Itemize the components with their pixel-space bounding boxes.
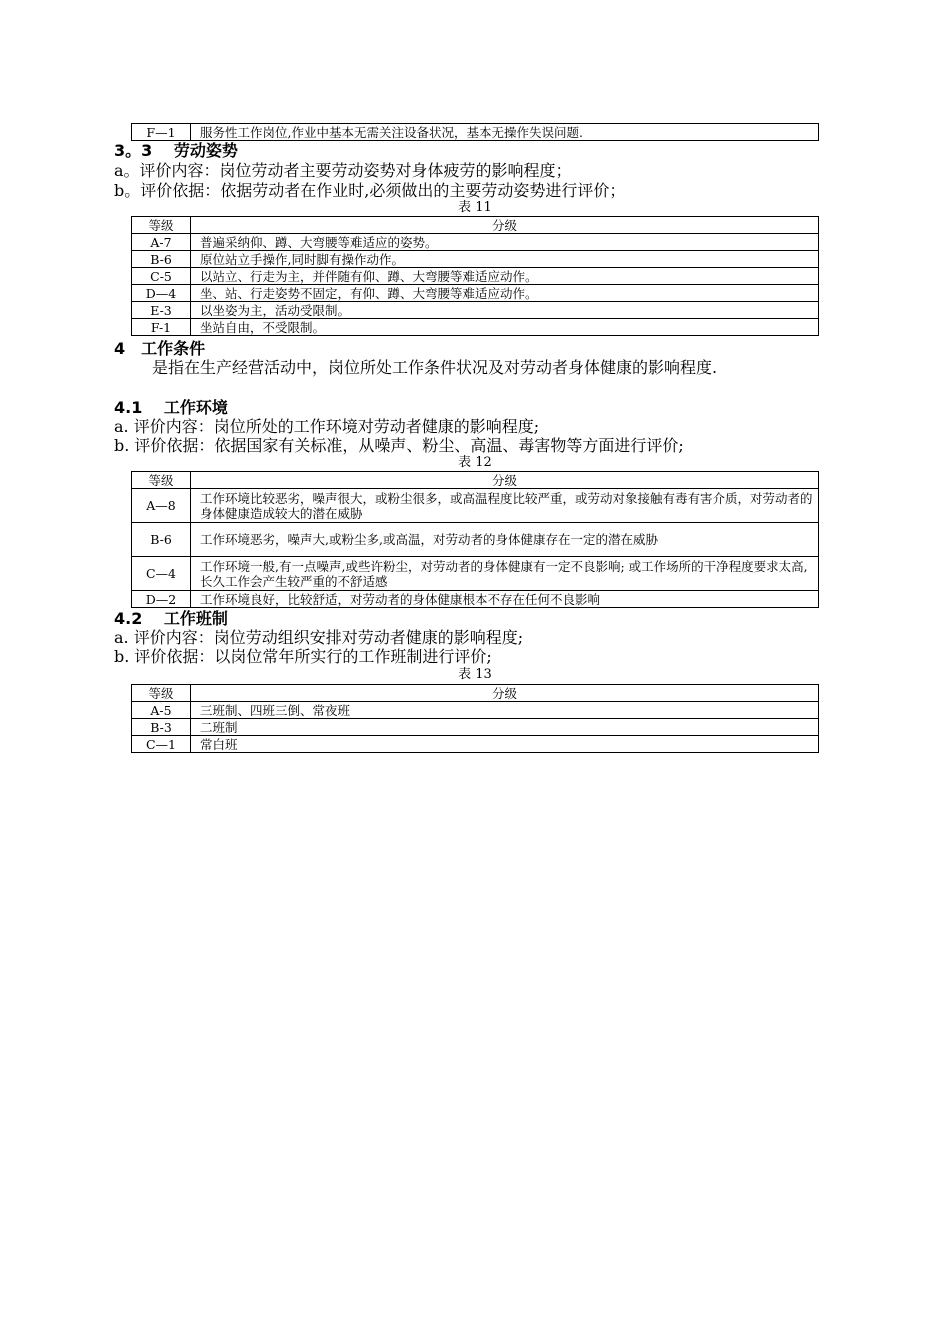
grade-cell: A-5 bbox=[132, 702, 191, 719]
table-row bbox=[132, 557, 819, 591]
desc-cell: 原位站立手操作,同时脚有操作动作。 bbox=[191, 251, 819, 268]
table-row bbox=[132, 591, 819, 608]
grade-cell: D—2 bbox=[132, 591, 191, 608]
header-level: 分级 bbox=[191, 685, 819, 702]
table-row bbox=[132, 736, 819, 753]
table-row bbox=[132, 302, 819, 319]
table-row bbox=[132, 489, 819, 523]
header-level: 分级 bbox=[191, 217, 819, 234]
desc-cell: 普遍采纳仰、蹲、大弯腰等难适应的姿势。 bbox=[191, 234, 819, 251]
table-11-caption: 表 11 bbox=[458, 200, 492, 215]
table-10-tail bbox=[131, 123, 819, 141]
table-row bbox=[132, 234, 819, 251]
section-4-1-item-b: b. 评价依据：依据国家有关标准，从噪声、粉尘、高温、毒害物等方面进行评价; bbox=[114, 436, 684, 455]
grade-cell: F—1 bbox=[132, 124, 191, 141]
grade-cell: A—8 bbox=[132, 489, 191, 523]
grade-cell: B-6 bbox=[132, 523, 191, 557]
section-4-1-heading: 4.1 工作环境 bbox=[114, 398, 228, 417]
table-row bbox=[132, 702, 819, 719]
table-12 bbox=[131, 471, 819, 608]
header-grade: 等级 bbox=[132, 217, 191, 234]
table-header-row bbox=[132, 217, 819, 234]
desc-cell: 以站立、行走为主，并伴随有仰、蹲、大弯腰等难适应动作。 bbox=[191, 268, 819, 285]
table-header-row bbox=[132, 685, 819, 702]
grade-cell: D—4 bbox=[132, 285, 191, 302]
grade-cell: C—4 bbox=[132, 557, 191, 591]
section-4-2-heading: 4.2 工作班制 bbox=[114, 609, 228, 628]
desc-cell: 工作环境比较恶劣，噪声很大，或粉尘很多，或高温程度比较严重，或劳动对象接触有毒有害介质，对劳动者的身体健康造成较大的潜在威胁 bbox=[191, 489, 819, 523]
grade-cell: C—1 bbox=[132, 736, 191, 753]
desc-cell: 以坐姿为主，活动受限制。 bbox=[191, 302, 819, 319]
desc-cell: 二班制 bbox=[191, 719, 819, 736]
section-3-3-item-b: b。评价依据：依据劳动者在作业时,必须做出的主要劳动姿势进行评价； bbox=[114, 181, 626, 200]
section-4-2-item-b: b. 评价依据：以岗位常年所实行的工作班制进行评价; bbox=[114, 647, 492, 666]
grade-cell: F-1 bbox=[132, 319, 191, 336]
section-4-2-item-a: a. 评价内容：岗位劳动组织安排对劳动者健康的影响程度; bbox=[114, 628, 524, 647]
section-4-text: 是指在生产经营活动中，岗位所处工作条件状况及对劳动者身体健康的影响程度. bbox=[152, 358, 718, 377]
table-row bbox=[132, 268, 819, 285]
desc-cell: 服务性工作岗位,作业中基本无需关注设备状况，基本无操作失误问题. bbox=[191, 124, 819, 141]
section-4-1-item-a: a. 评价内容：岗位所处的工作环境对劳动者健康的影响程度; bbox=[114, 417, 540, 436]
desc-cell: 三班制、四班三倒、常夜班 bbox=[191, 702, 819, 719]
desc-cell: 工作环境恶劣，噪声大,或粉尘多,或高温，对劳动者的身体健康存在一定的潜在威胁 bbox=[191, 523, 819, 557]
table-13-caption: 表 13 bbox=[458, 667, 492, 682]
header-grade: 等级 bbox=[132, 685, 191, 702]
table-12-caption: 表 12 bbox=[458, 455, 492, 470]
desc-cell: 工作环境一般,有一点噪声,或些许粉尘，对劳动者的身体健康有一定不良影响; 或工作场所的干净程度要求太高,长久工作会产生较严重的不舒适感 bbox=[191, 557, 819, 591]
table-13 bbox=[131, 684, 819, 753]
grade-cell: A-7 bbox=[132, 234, 191, 251]
table-row bbox=[132, 251, 819, 268]
desc-cell: 坐站自由，不受限制。 bbox=[191, 319, 819, 336]
grade-cell: B-3 bbox=[132, 719, 191, 736]
section-4-heading: 4 工作条件 bbox=[114, 339, 206, 358]
desc-cell: 工作环境良好，比较舒适，对劳动者的身体健康根本不存在任何不良影响 bbox=[191, 591, 819, 608]
table-11 bbox=[131, 216, 819, 336]
grade-cell: B-6 bbox=[132, 251, 191, 268]
section-3-3-item-a: a。评价内容：岗位劳动者主要劳动姿势对身体疲劳的影响程度； bbox=[114, 161, 572, 180]
table-row bbox=[132, 719, 819, 736]
table-row bbox=[132, 124, 819, 141]
grade-cell: C-5 bbox=[132, 268, 191, 285]
table-row bbox=[132, 319, 819, 336]
grade-cell: E-3 bbox=[132, 302, 191, 319]
header-level: 分级 bbox=[191, 472, 819, 489]
desc-cell: 坐、站、行走姿势不固定，有仰、蹲、大弯腰等难适应动作。 bbox=[191, 285, 819, 302]
desc-cell: 常白班 bbox=[191, 736, 819, 753]
table-row bbox=[132, 523, 819, 557]
section-3-3-heading: 3。3 劳动姿势 bbox=[114, 141, 238, 160]
table-row bbox=[132, 285, 819, 302]
table-header-row bbox=[132, 472, 819, 489]
header-grade: 等级 bbox=[132, 472, 191, 489]
